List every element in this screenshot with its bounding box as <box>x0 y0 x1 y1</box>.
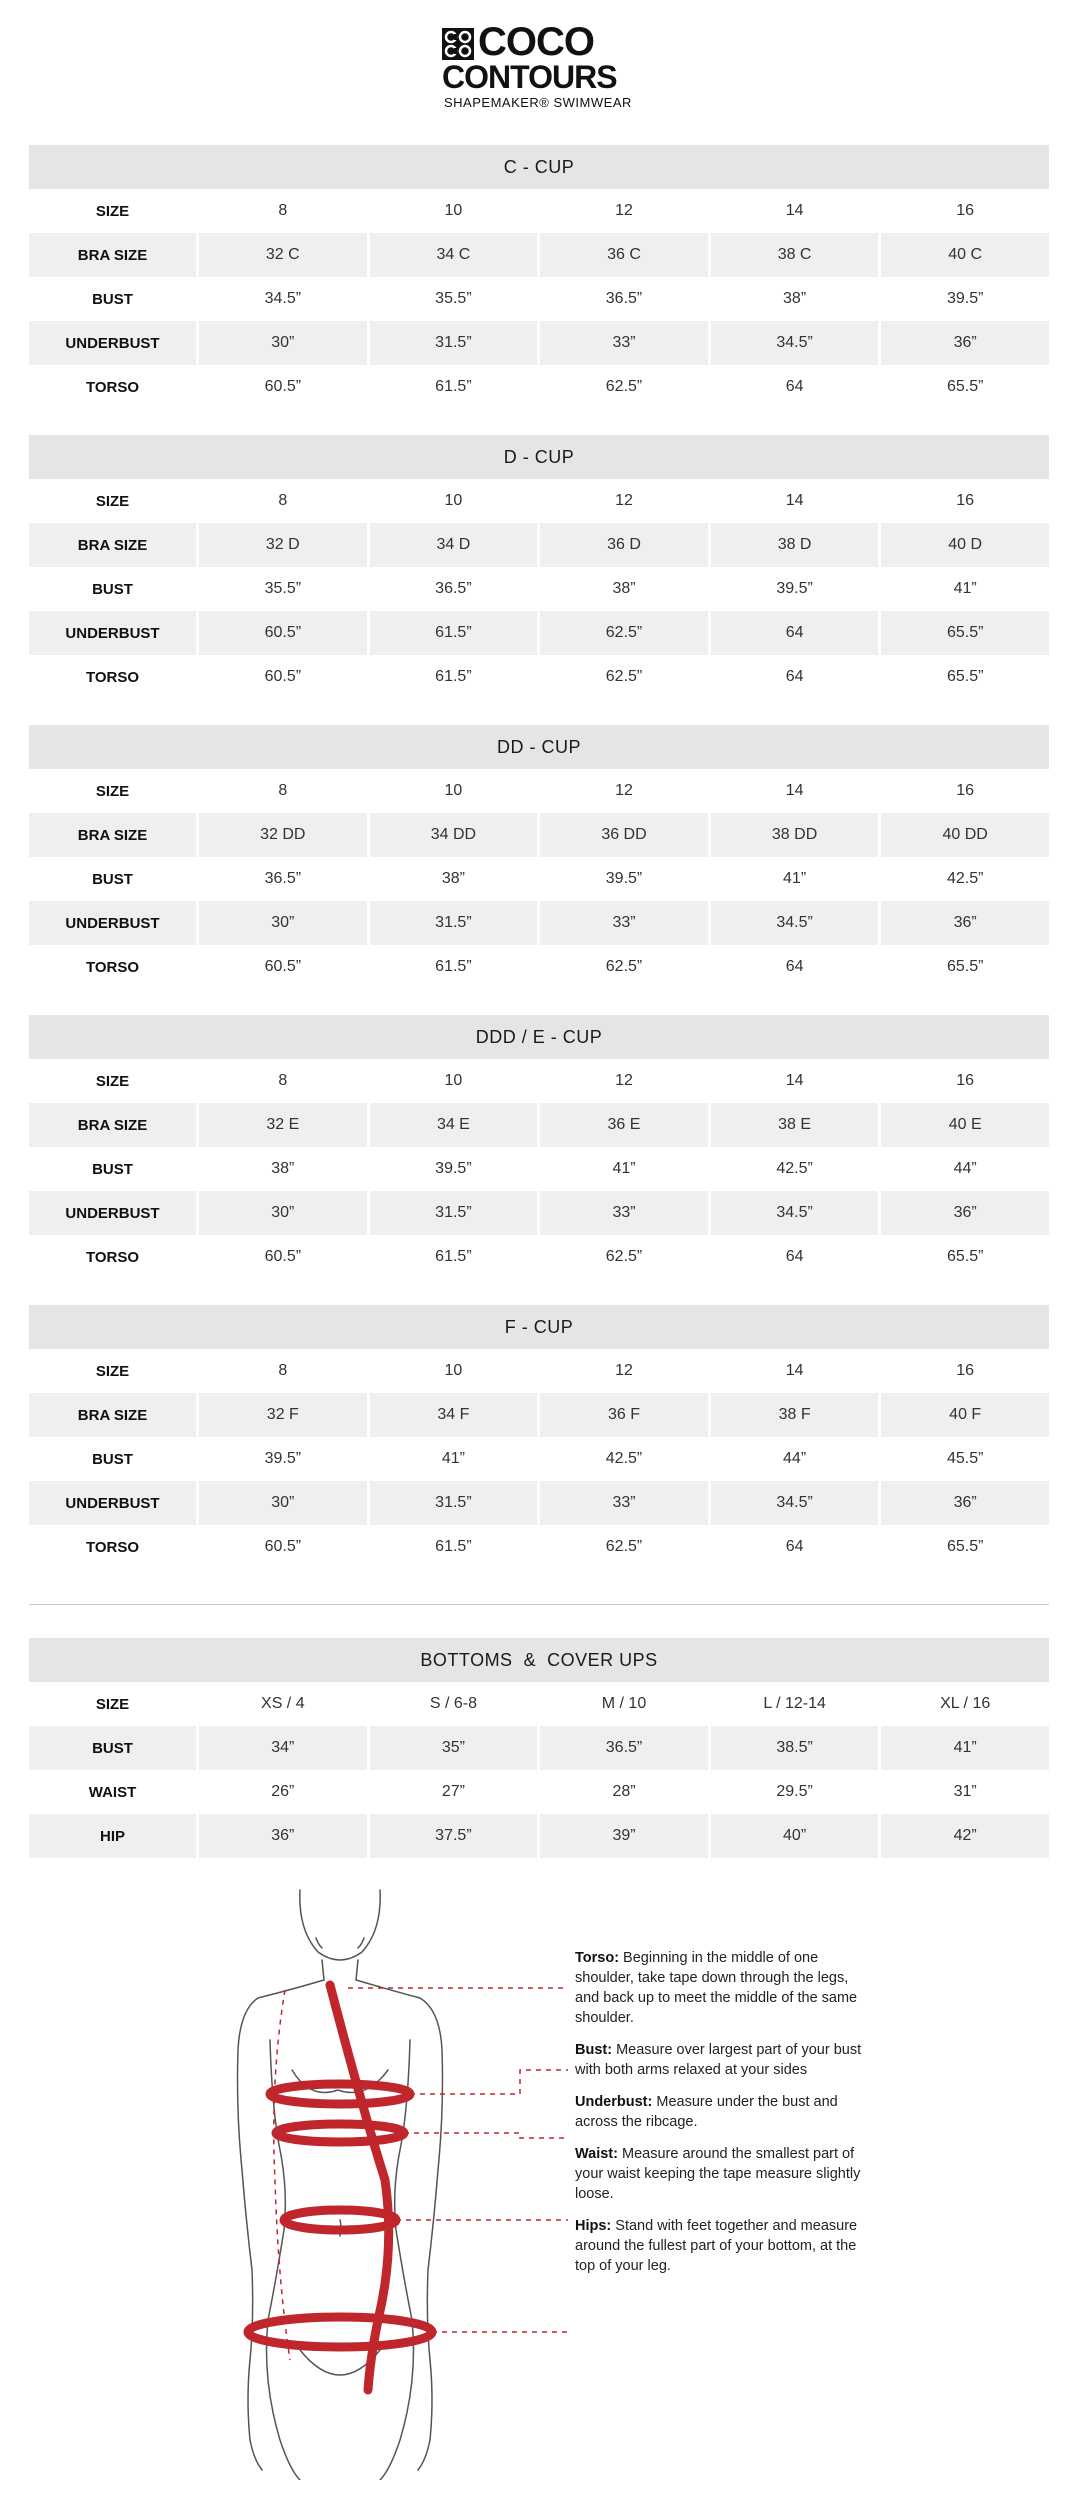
table-cell: 41” <box>441 1450 465 1467</box>
table-cell: 36.5” <box>264 870 302 887</box>
table-cell: 36.5” <box>605 290 643 307</box>
table-row <box>29 945 1049 989</box>
table-title: C - CUP <box>29 145 1049 189</box>
table-cell: S / 6-8 <box>429 1695 477 1712</box>
guide-underbust <box>575 2092 875 2132</box>
table-cell: 45.5” <box>946 1450 984 1467</box>
table-cell: 38” <box>441 870 465 887</box>
table-cell: 38 DD <box>711 813 879 857</box>
row-label: BUST <box>92 870 133 888</box>
table-cell: 64 <box>711 611 879 655</box>
row-label: BUST <box>92 1160 133 1178</box>
table-cell: 38 C <box>711 233 879 277</box>
table-title: F - CUP <box>29 1305 1049 1349</box>
body-measurement-figure <box>0 1880 1080 2480</box>
row-label: SIZE <box>95 1072 130 1090</box>
table-cell: XL / 16 <box>940 1695 991 1712</box>
table-cell: 40 E <box>881 1103 1049 1147</box>
table-cell: 35” <box>370 1726 538 1770</box>
section-divider <box>29 1604 1049 1605</box>
table-cell: 34” <box>199 1726 367 1770</box>
table-cell: 65.5” <box>946 378 984 395</box>
table-cell: 60.5” <box>199 611 367 655</box>
table-cell: 31.5” <box>370 901 538 945</box>
table-cell: 38 E <box>711 1103 879 1147</box>
table-row <box>29 567 1049 611</box>
table-cell: 31.5” <box>370 1191 538 1235</box>
table-row <box>29 857 1049 901</box>
guide-term: Underbust: <box>575 2094 653 2110</box>
table-cell: 61.5” <box>435 378 472 395</box>
table-cell: 39” <box>540 1814 708 1858</box>
table-row <box>29 1770 1049 1814</box>
table-title: BOTTOMS & COVER UPS <box>29 1638 1049 1682</box>
guide-waist <box>575 2144 875 2204</box>
row-label: SIZE <box>95 492 130 510</box>
table-cell: M / 10 <box>601 1695 647 1712</box>
row-label: WAIST <box>88 1783 137 1801</box>
row-label: TORSO <box>85 1248 140 1266</box>
guide-text: Stand with feet together and measure around the fullest part of your bottom, at the top of your leg. <box>575 2218 858 2274</box>
table-cell: 10 <box>444 492 463 509</box>
row-label: TORSO <box>85 1538 140 1556</box>
row-label: HIP <box>29 1814 196 1858</box>
table-cell: 31.5” <box>370 1481 538 1525</box>
table-cell: 36” <box>881 1191 1049 1235</box>
table-cell: 32 E <box>199 1103 367 1147</box>
table-row <box>29 901 1049 945</box>
table-cell: 61.5” <box>370 611 538 655</box>
table-cell: 36” <box>199 1814 367 1858</box>
row-label: SIZE <box>95 782 130 800</box>
table-cell: 41” <box>953 580 977 597</box>
table-cell: 62.5” <box>605 668 643 685</box>
guide-term: Waist: <box>575 2146 618 2162</box>
table-cell: 36.5” <box>435 580 472 597</box>
table-cell: 60.5” <box>264 958 302 975</box>
table-cell: 38 F <box>711 1393 879 1437</box>
table-cell: 38” <box>612 580 636 597</box>
table-cell: 36” <box>881 901 1049 945</box>
table-row <box>29 365 1049 409</box>
table-cell: 35.5” <box>264 580 302 597</box>
table-cell: 36” <box>881 1481 1049 1525</box>
table-cell: 39.5” <box>776 580 813 597</box>
table-title: DD - CUP <box>29 725 1049 769</box>
table-title: D - CUP <box>29 435 1049 479</box>
table-cell: 10 <box>444 1362 463 1379</box>
table-cell: 32 C <box>199 233 367 277</box>
leader-lines <box>274 1988 568 2360</box>
table-cell: 39.5” <box>435 1160 472 1177</box>
table-cell: 27” <box>441 1783 465 1800</box>
table-cell: 65.5” <box>881 611 1049 655</box>
table-row <box>29 1726 1049 1770</box>
table-cell: 36 DD <box>540 813 708 857</box>
table-row <box>29 189 1049 233</box>
table-cell: 34 C <box>370 233 538 277</box>
guide-bust <box>575 2040 875 2080</box>
table-row <box>29 479 1049 523</box>
table-cell: 65.5” <box>946 1248 984 1265</box>
row-label: UNDERBUST <box>29 321 196 365</box>
table-cell: 64 <box>785 1538 804 1555</box>
table-cell: 62.5” <box>605 1538 643 1555</box>
size-table-bottoms-cover-ups <box>29 1638 1049 1858</box>
table-row <box>29 1191 1049 1235</box>
guide-hips <box>575 2216 875 2276</box>
table-row <box>29 769 1049 813</box>
table-cell: 38 D <box>711 523 879 567</box>
row-label: UNDERBUST <box>29 1191 196 1235</box>
table-cell: 44” <box>783 1450 807 1467</box>
table-cell: 33” <box>540 901 708 945</box>
row-label: BRA SIZE <box>29 1103 196 1147</box>
table-cell: 8 <box>278 1072 288 1089</box>
table-cell: 62.5” <box>605 1248 643 1265</box>
table-cell: 14 <box>785 1362 804 1379</box>
brand-logo <box>0 20 1080 116</box>
table-cell: 31.5” <box>370 321 538 365</box>
table-cell: 36.5” <box>540 1726 708 1770</box>
row-label: BRA SIZE <box>29 523 196 567</box>
table-cell: 30” <box>199 1191 367 1235</box>
table-cell: 16 <box>956 202 975 219</box>
guide-term: Hips: <box>575 2218 612 2234</box>
table-cell: L / 12-14 <box>763 1695 826 1712</box>
table-cell: 60.5” <box>264 1538 302 1555</box>
row-label: BUST <box>29 1726 196 1770</box>
table-cell: 38.5” <box>711 1726 879 1770</box>
table-cell: 42.5” <box>946 870 984 887</box>
table-row <box>29 1235 1049 1279</box>
table-row <box>29 1682 1049 1726</box>
table-cell: 34 F <box>370 1393 538 1437</box>
table-cell: 34 E <box>370 1103 538 1147</box>
table-cell: 33” <box>540 321 708 365</box>
table-row <box>29 1103 1049 1147</box>
table-cell: 42” <box>881 1814 1049 1858</box>
table-cell: 29.5” <box>776 1783 813 1800</box>
table-cell: 32 F <box>199 1393 367 1437</box>
guide-text: Measure around the smallest part of your waist keeping the tape measure slightly loose. <box>575 2146 861 2202</box>
table-cell: 36 F <box>540 1393 708 1437</box>
table-cell: 26” <box>271 1783 295 1800</box>
size-table-f-cup <box>29 1305 1049 1569</box>
table-cell: 8 <box>278 782 288 799</box>
guide-term: Bust: <box>575 2042 613 2058</box>
table-cell: 61.5” <box>435 1248 472 1265</box>
table-cell: 12 <box>615 202 633 219</box>
table-row <box>29 813 1049 857</box>
table-cell: 8 <box>278 492 288 509</box>
table-row <box>29 1349 1049 1393</box>
row-label: UNDERBUST <box>29 611 196 655</box>
table-cell: 28” <box>612 1783 636 1800</box>
guide-text: Measure over largest part of your bust with both arms relaxed at your sides <box>575 2042 862 2078</box>
table-cell: 16 <box>956 782 975 799</box>
table-cell: 12 <box>615 782 633 799</box>
row-label: SIZE <box>95 202 130 220</box>
guide-term: Torso: <box>575 1950 620 1966</box>
table-cell: 39.5” <box>264 1450 302 1467</box>
row-label: UNDERBUST <box>29 901 196 945</box>
table-cell: 33” <box>540 1191 708 1235</box>
row-label: BRA SIZE <box>29 233 196 277</box>
table-cell: 64 <box>785 1248 804 1265</box>
table-cell: 40 D <box>881 523 1049 567</box>
row-label: TORSO <box>85 958 140 976</box>
table-row <box>29 1393 1049 1437</box>
measurement-bands <box>248 1985 432 2390</box>
size-table-d-cup <box>29 435 1049 699</box>
table-cell: 65.5” <box>946 668 984 685</box>
table-cell: 14 <box>785 1072 804 1089</box>
guide-torso <box>575 1948 875 2028</box>
table-cell: 62.5” <box>605 958 643 975</box>
table-cell: 38” <box>783 290 807 307</box>
table-cell: 62.5” <box>540 611 708 655</box>
table-cell: 39.5” <box>946 290 984 307</box>
table-cell: 14 <box>785 202 804 219</box>
table-cell: 30” <box>199 321 367 365</box>
table-cell: 62.5” <box>605 378 643 395</box>
table-cell: 16 <box>956 492 975 509</box>
row-label: BRA SIZE <box>29 813 196 857</box>
table-cell: 65.5” <box>946 958 984 975</box>
table-cell: 60.5” <box>264 378 302 395</box>
table-cell: 41” <box>881 1726 1049 1770</box>
body-outline <box>238 1890 443 2480</box>
table-cell: 36” <box>881 321 1049 365</box>
table-cell: 34.5” <box>711 1481 879 1525</box>
table-cell: 61.5” <box>435 668 472 685</box>
table-row <box>29 1481 1049 1525</box>
table-row <box>29 1437 1049 1481</box>
table-cell: 65.5” <box>946 1538 984 1555</box>
row-label: TORSO <box>85 378 140 396</box>
table-cell: 60.5” <box>264 1248 302 1265</box>
coco-monogram-icon <box>442 28 474 60</box>
size-table-dd-cup <box>29 725 1049 989</box>
table-row <box>29 523 1049 567</box>
table-cell: 41” <box>783 870 807 887</box>
table-cell: 61.5” <box>435 958 472 975</box>
table-cell: 33” <box>540 1481 708 1525</box>
brand-tagline: SHAPEMAKER® SWIMWEAR <box>444 95 632 110</box>
table-row <box>29 1147 1049 1191</box>
table-cell: 36 D <box>540 523 708 567</box>
table-cell: 12 <box>615 1072 633 1089</box>
table-cell: 8 <box>278 1362 288 1379</box>
row-label: UNDERBUST <box>29 1481 196 1525</box>
table-cell: 36 E <box>540 1103 708 1147</box>
table-cell: 36 C <box>540 233 708 277</box>
table-cell: 42.5” <box>776 1160 813 1177</box>
table-cell: 34.5” <box>264 290 302 307</box>
row-label: BUST <box>92 580 133 598</box>
table-cell: 37.5” <box>370 1814 538 1858</box>
table-cell: 64 <box>785 958 804 975</box>
table-cell: 14 <box>785 492 804 509</box>
table-cell: 10 <box>444 782 463 799</box>
table-cell: 40 F <box>881 1393 1049 1437</box>
table-cell: 41” <box>612 1160 636 1177</box>
table-cell: XS / 4 <box>261 1695 305 1712</box>
row-label: TORSO <box>85 668 140 686</box>
table-cell: 44” <box>953 1160 977 1177</box>
table-cell: 30” <box>199 1481 367 1525</box>
table-cell: 39.5” <box>605 870 643 887</box>
brand-name-line2: CONTOURS <box>442 59 617 95</box>
row-label: BUST <box>92 290 133 308</box>
table-cell: 34.5” <box>711 901 879 945</box>
row-label: SIZE <box>95 1362 130 1380</box>
table-cell: 64 <box>785 378 804 395</box>
table-cell: 10 <box>444 202 463 219</box>
table-cell: 34 D <box>370 523 538 567</box>
table-row <box>29 1525 1049 1569</box>
table-row <box>29 277 1049 321</box>
table-cell: 32 DD <box>199 813 367 857</box>
table-cell: 10 <box>444 1072 463 1089</box>
table-row <box>29 233 1049 277</box>
table-cell: 32 D <box>199 523 367 567</box>
brand-name-line1: COCO <box>478 20 594 64</box>
table-cell: 64 <box>785 668 804 685</box>
table-cell: 31” <box>953 1783 977 1800</box>
table-cell: 8 <box>278 202 288 219</box>
table-cell: 40 DD <box>881 813 1049 857</box>
table-cell: 12 <box>615 492 633 509</box>
guide-text: Measure under the bust and across the ribcage. <box>575 2094 838 2130</box>
size-table-e-cup <box>29 1015 1049 1279</box>
table-row <box>29 1814 1049 1858</box>
size-table-c-cup <box>29 145 1049 409</box>
table-row <box>29 321 1049 365</box>
table-cell: 40” <box>711 1814 879 1858</box>
table-cell: 30” <box>199 901 367 945</box>
table-cell: 34.5” <box>711 1191 879 1235</box>
measurement-guide <box>575 1948 875 2288</box>
table-cell: 38” <box>271 1160 295 1177</box>
table-cell: 40 C <box>881 233 1049 277</box>
table-cell: 16 <box>956 1362 975 1379</box>
table-cell: 34.5” <box>711 321 879 365</box>
table-cell: 35.5” <box>435 290 472 307</box>
row-label: SIZE <box>95 1695 130 1713</box>
table-cell: 14 <box>785 782 804 799</box>
table-cell: 61.5” <box>435 1538 472 1555</box>
table-cell: 34 DD <box>370 813 538 857</box>
table-row <box>29 1059 1049 1103</box>
table-cell: 60.5” <box>264 668 302 685</box>
guide-text: Beginning in the middle of one shoulder, take tape down through the legs, and back up to meet the middle of the same shoulder. <box>575 1950 858 2026</box>
table-cell: 42.5” <box>605 1450 643 1467</box>
table-row <box>29 655 1049 699</box>
table-cell: 16 <box>956 1072 975 1089</box>
table-row <box>29 611 1049 655</box>
row-label: BRA SIZE <box>29 1393 196 1437</box>
table-cell: 12 <box>615 1362 633 1379</box>
row-label: BUST <box>92 1450 133 1468</box>
table-title: DDD / E - CUP <box>29 1015 1049 1059</box>
